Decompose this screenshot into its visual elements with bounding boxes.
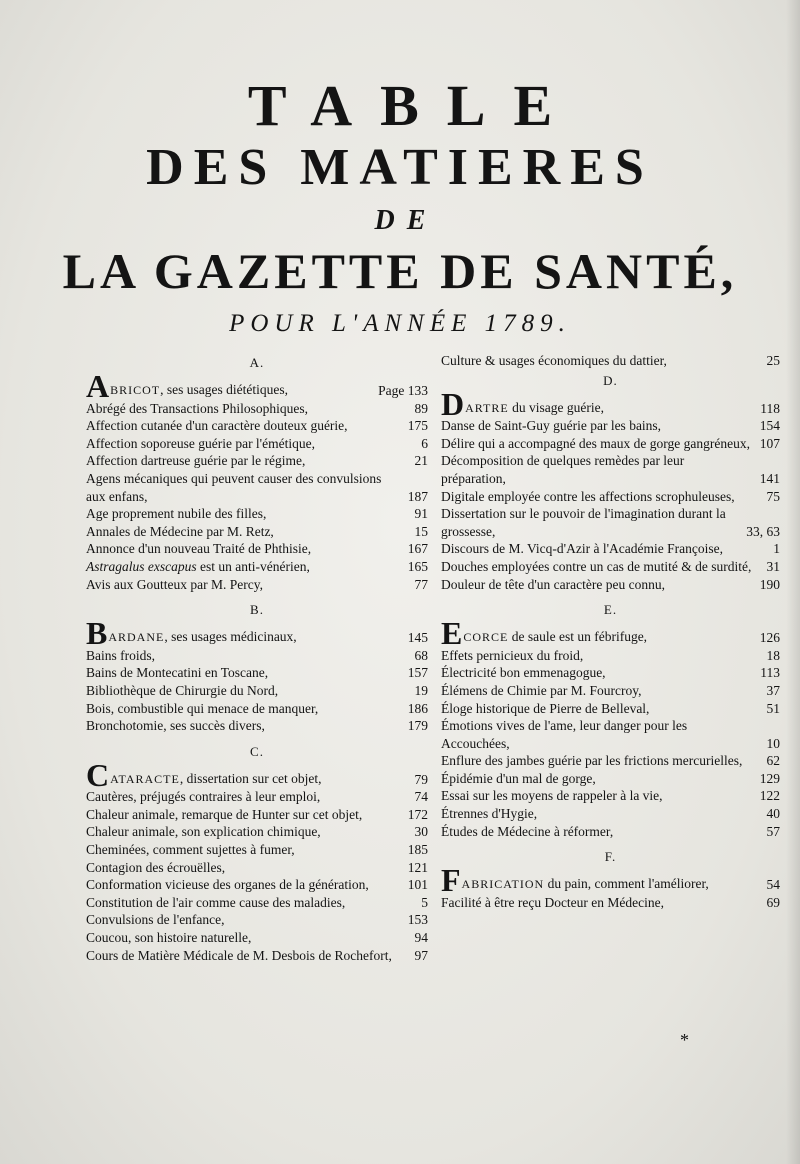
index-entry — [441, 752, 780, 770]
index-entry — [441, 417, 780, 435]
entry-label: du visage guérie, — [508, 399, 604, 415]
index-entry — [441, 664, 780, 682]
entry-label: Affection soporeuse guérie par l'émétique, — [86, 435, 315, 451]
entry-label: Émotions vives de l'ame, leur danger pour les Accouchées, — [441, 718, 688, 751]
entry-page: 179 — [407, 718, 428, 734]
index-entry — [86, 823, 428, 841]
entry-text — [86, 665, 268, 680]
title-line-2: DES MATIERES — [146, 139, 654, 196]
index-entry — [86, 615, 428, 652]
entry-page: 51 — [766, 700, 780, 716]
entry-text — [441, 665, 606, 680]
entry-text — [86, 756, 322, 793]
entry-page: 129 — [759, 770, 780, 786]
entry-label: Bains de Montecatini en Toscane, — [86, 665, 269, 681]
entry-text — [86, 948, 392, 963]
entry-page: 37 — [766, 682, 780, 698]
index-entry — [86, 452, 428, 470]
index-entry — [86, 876, 428, 894]
entry-text — [441, 895, 664, 910]
entry-page: 18 — [766, 647, 780, 663]
entry-label: Discours de M. Vicq-d'Azir à l'Académie Françoise, — [441, 541, 723, 557]
entry-label: du pain, comment l'améliorer, — [544, 876, 709, 892]
entry-label: Age proprement nubile des filles, — [86, 506, 267, 522]
entry-page: 118 — [760, 400, 780, 416]
index-entry — [441, 805, 780, 823]
entry-label: , ses usages diététiques, — [160, 382, 288, 397]
index-entry — [441, 540, 780, 558]
entry-page: 54 — [766, 877, 780, 893]
entry-text — [441, 436, 750, 451]
entry-page: 74 — [414, 789, 428, 805]
index-entry — [86, 400, 428, 418]
entry-keyword: ARTRE — [465, 400, 509, 415]
index-entry — [441, 558, 780, 576]
section-gap — [441, 911, 780, 917]
entry-text — [441, 453, 684, 486]
index-entry — [86, 435, 428, 453]
index-entry — [441, 717, 780, 752]
section-letter: B. — [250, 602, 264, 618]
entry-label: Coucou, son histoire naturelle, — [86, 930, 252, 946]
title-line-3: DE — [374, 205, 438, 236]
entry-label: Contagion des écrouëlles, — [86, 859, 226, 875]
entry-text — [441, 418, 661, 433]
index-entry — [86, 756, 428, 793]
entry-label: est un anti-vénérien, — [196, 558, 310, 574]
drop-capital: C — [86, 756, 110, 793]
section-letter: E. — [603, 602, 618, 618]
entry-text — [86, 930, 251, 945]
entry-page: Page 133 — [378, 383, 428, 398]
entry-text — [441, 353, 667, 368]
entry-keyword: BRICOT — [110, 383, 161, 397]
entry-page: 40 — [766, 806, 780, 822]
entry-page: 1 — [773, 541, 780, 557]
entry-label: Études de Médecine à réformer, — [441, 823, 614, 839]
section-gap — [86, 964, 428, 970]
index-entry — [86, 841, 428, 859]
entry-page: 75 — [766, 488, 780, 504]
index-entry — [86, 558, 428, 576]
entry-label: Dissertation sur le pouvoir de l'imagination durant la grossesse, — [441, 506, 726, 539]
entry-label: Essai sur les moyens de rappeler à la vie, — [441, 788, 663, 804]
entry-label: Enflure des jambes guérie par les frictions mercurielles, — [441, 753, 743, 769]
index-entry — [86, 664, 428, 682]
entry-label: Bibliothèque de Chirurgie du Nord, — [86, 682, 279, 698]
entry-text — [86, 615, 297, 652]
entry-page: 157 — [407, 665, 428, 681]
entry-label: Facilité à être reçu Docteur en Médecine, — [441, 894, 665, 910]
index-entry — [86, 505, 428, 523]
index-entry — [441, 576, 780, 594]
index-entry — [86, 576, 428, 594]
index-entry — [441, 894, 780, 912]
entry-text — [86, 648, 155, 663]
entry-page: 21 — [414, 453, 428, 469]
entry-page: 126 — [759, 630, 780, 646]
index-entry — [441, 452, 780, 487]
entry-page: 30 — [414, 824, 428, 840]
entry-keyword: ABRICATION — [461, 877, 545, 892]
entry-page: 62 — [766, 753, 780, 769]
entry-page: 141 — [759, 470, 780, 486]
entry-page: 145 — [407, 630, 428, 646]
entry-label: Annales de Médecine par M. Retz, — [86, 523, 274, 539]
index-entry — [441, 435, 780, 453]
index-entry — [86, 540, 428, 558]
entry-label: Annonce d'un nouveau Traité de Phthisie, — [86, 541, 312, 557]
entry-text — [441, 648, 583, 663]
entry-text — [441, 683, 641, 698]
title-line-5: POUR L'ANNÉE 1789. — [229, 310, 571, 337]
entry-label: Chaleur animale, son explication chimique, — [86, 824, 321, 840]
entry-label: , ses usages médicinaux, — [164, 629, 297, 645]
entry-text — [441, 541, 723, 556]
entry-page: 122 — [759, 788, 780, 804]
index-entry — [86, 929, 428, 947]
entry-page: 89 — [414, 400, 428, 416]
entry-page: 25 — [766, 353, 780, 368]
entry-text — [441, 824, 613, 839]
entry-page: 121 — [407, 859, 428, 875]
entry-label: Culture & usages économiques du dattier, — [441, 353, 667, 368]
section-letter: C. — [250, 743, 264, 759]
entry-page: 5 — [421, 894, 428, 910]
drop-capital: E — [441, 615, 463, 652]
index-entry — [86, 859, 428, 877]
entry-label: Conformation vicieuse des organes de la génération, — [86, 877, 369, 893]
entry-label: Danse de Saint-Guy guérie par les bains, — [441, 418, 662, 434]
index-entry — [441, 770, 780, 788]
entry-text — [86, 453, 305, 468]
entry-page: 187 — [407, 488, 428, 504]
entry-page: 113 — [760, 665, 780, 681]
entry-page: 186 — [407, 700, 428, 716]
entry-label: Effets pernicieux du froid, — [441, 647, 584, 663]
index-entry — [86, 470, 428, 505]
entry-text — [86, 860, 225, 875]
entry-label: Cours de Matière Médicale de M. Desbois de Rochefort, — [86, 947, 392, 963]
entry-italic: Astragalus exscapus — [86, 558, 197, 574]
entry-text — [86, 718, 265, 733]
index-entry — [441, 385, 780, 422]
entry-label: Cheminées, comment sujettes à fumer, — [86, 842, 295, 858]
entry-text — [441, 862, 709, 899]
entry-page: 6 — [421, 435, 428, 451]
entry-page: 175 — [407, 418, 428, 434]
index-entry — [441, 700, 780, 718]
entry-label: Éloge historique de Pierre de Belleval, — [441, 700, 650, 716]
entry-page: 57 — [766, 823, 780, 839]
index-entry — [86, 682, 428, 700]
entry-page: 97 — [414, 947, 428, 963]
entry-page: 77 — [414, 576, 428, 592]
entry-text — [86, 701, 318, 716]
entry-text — [441, 506, 726, 539]
entry-text — [86, 789, 320, 804]
entry-text — [441, 385, 604, 422]
entry-text — [86, 471, 381, 504]
index-entry — [86, 368, 428, 404]
entry-text — [86, 401, 308, 416]
entry-label: Douches employées contre un cas de mutité & de surdité, — [441, 558, 752, 574]
entry-page: 33, 63 — [746, 523, 780, 539]
entry-text — [86, 577, 263, 592]
entry-text — [86, 524, 274, 539]
entry-text — [441, 718, 687, 751]
entry-label: Chaleur animale, remarque de Hunter sur cet objet, — [86, 806, 363, 822]
entry-text — [441, 615, 648, 652]
entry-keyword: CORCE — [463, 630, 509, 645]
entry-page: 154 — [759, 418, 780, 434]
entry-text — [86, 683, 278, 698]
right-column — [441, 352, 780, 917]
index-entry — [86, 523, 428, 541]
entry-page: 79 — [414, 771, 428, 787]
entry-page: 153 — [407, 912, 428, 928]
entry-page: 167 — [407, 541, 428, 557]
entry-label: Affection cutanée d'un caractère douteux guérie, — [86, 418, 348, 434]
index-entry — [86, 947, 428, 965]
entry-page: 19 — [414, 682, 428, 698]
entry-text — [86, 824, 321, 839]
entry-text — [86, 418, 348, 433]
entry-text — [441, 559, 751, 574]
entry-label: Avis aux Goutteux par M. Percy, — [86, 576, 263, 592]
entry-page: 91 — [414, 506, 428, 522]
entry-text — [86, 842, 295, 857]
entry-text — [441, 489, 735, 504]
entry-label: Douleur de tête d'un caractère peu connu, — [441, 576, 665, 592]
entry-label: Agens mécaniques qui peuvent causer des convulsions aux enfans, — [86, 470, 382, 504]
entry-text — [86, 807, 362, 822]
entry-label: Cautères, préjugés contraires à leur emploi, — [86, 789, 321, 805]
entry-text — [86, 541, 311, 556]
drop-capital: B — [86, 615, 108, 652]
section-letter: D. — [603, 372, 618, 388]
entry-label: Étrennes d'Hygie, — [441, 806, 538, 822]
entry-page: 94 — [414, 930, 428, 946]
title-line-4: LA GAZETTE DE SANTÉ, — [62, 243, 738, 299]
entry-text — [441, 701, 649, 716]
entry-label: de saule est un fébrifuge, — [508, 629, 648, 645]
entry-label: Abrégé des Transactions Philosophiques, — [86, 400, 308, 416]
entry-text — [441, 577, 665, 592]
index-entry — [441, 682, 780, 700]
entry-page: 165 — [407, 558, 428, 574]
entry-page: 107 — [759, 435, 780, 451]
index-entry — [86, 700, 428, 718]
entry-label: Élémens de Chimie par M. Fourcroy, — [441, 682, 642, 698]
index-entry — [86, 806, 428, 824]
entry-keyword: ATARACTE — [110, 771, 180, 786]
entry-text — [86, 368, 288, 404]
entry-text — [86, 436, 315, 451]
entry-label: Convulsions de l'enfance, — [86, 912, 225, 928]
index-entry — [441, 823, 780, 841]
entry-page: 101 — [407, 877, 428, 893]
entry-text — [86, 895, 345, 910]
entry-label: Délire qui a accompagné des maux de gorge gangréneux, — [441, 435, 751, 451]
signature-mark: * — [680, 1030, 689, 1050]
entry-label: Décomposition de quelques remèdes par leur préparation, — [441, 453, 685, 486]
index-entry — [441, 352, 780, 370]
section-letter: A. — [249, 355, 265, 370]
entry-page: 190 — [759, 576, 780, 592]
drop-capital: D — [441, 385, 465, 422]
index-entry — [441, 787, 780, 805]
entry-text — [441, 753, 742, 768]
entry-label: , dissertation sur cet objet, — [179, 770, 322, 786]
entry-text — [86, 506, 266, 521]
index-entry — [441, 505, 780, 540]
drop-capital: F — [441, 862, 461, 899]
entry-page: 68 — [414, 647, 428, 663]
entry-label: Digitale employée contre les affections scrophuleuses, — [441, 488, 735, 504]
entry-label: Affection dartreuse guérie par le régime, — [86, 453, 306, 469]
entry-text — [441, 771, 596, 786]
drop-capital: A — [86, 368, 110, 404]
index-entry — [441, 488, 780, 506]
entry-label: Bains froids, — [86, 647, 155, 663]
index-entry — [86, 788, 428, 806]
index-entry — [86, 717, 428, 735]
index-entry — [441, 862, 780, 899]
entry-page: 172 — [407, 806, 428, 822]
entry-keyword: ARDANE — [108, 630, 165, 645]
entry-label: Bronchotomie, ses succès divers, — [86, 718, 265, 734]
title-line-1: TABLE — [247, 73, 581, 138]
index-entry — [86, 894, 428, 912]
left-column — [86, 352, 428, 970]
entry-page: 10 — [766, 735, 780, 751]
entry-text — [86, 877, 369, 892]
index-entry — [441, 615, 780, 652]
entry-text — [86, 559, 310, 574]
entry-text — [86, 912, 225, 927]
entry-page: 31 — [766, 558, 780, 574]
entry-label: Constitution de l'air comme cause des maladies, — [86, 894, 346, 910]
index-entry — [86, 417, 428, 435]
entry-label: Bois, combustible qui menace de manquer, — [86, 700, 319, 716]
section-letter: F. — [604, 849, 617, 865]
entry-label: Électricité bon emmenagogue, — [441, 665, 606, 681]
index-entry — [86, 911, 428, 929]
entry-text — [441, 806, 537, 821]
entry-page: 69 — [766, 894, 780, 910]
entry-text — [441, 788, 663, 803]
index-entry — [86, 647, 428, 665]
index-entry — [441, 647, 780, 665]
entry-page: 15 — [414, 523, 428, 539]
entry-page: 185 — [407, 842, 428, 858]
entry-label: Épidémie d'un mal de gorge, — [441, 770, 596, 786]
